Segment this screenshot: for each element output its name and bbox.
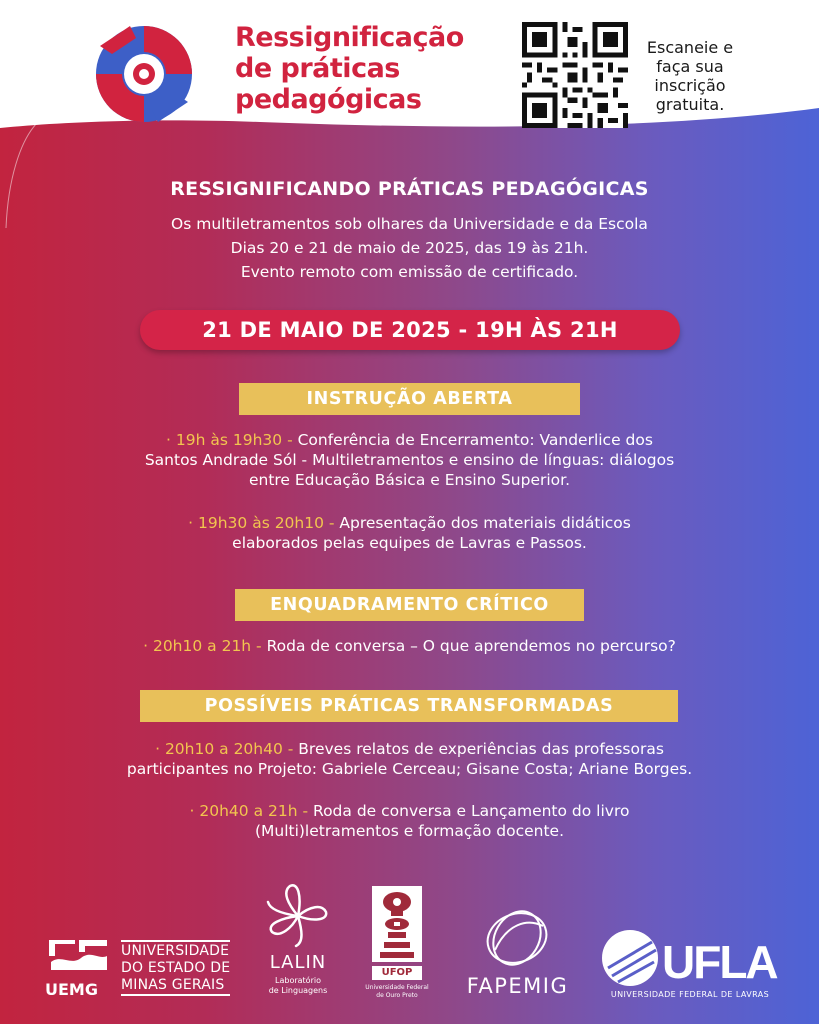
uemg-name-line: DO ESTADO DE [121, 960, 231, 976]
schedule-time: · 20h10 a 20h40 - [155, 740, 299, 758]
ufop-logo-icon [366, 884, 428, 964]
section-label-enquadramento-critico: ENQUADRAMENTO CRÍTICO [235, 589, 584, 621]
uemg-logo-icon [45, 936, 111, 978]
schedule-text: Roda de conversa – O que aprendemos no percurso? [266, 637, 676, 655]
ufop-subtitle-line: Universidade Federal [365, 984, 429, 991]
brand-title-line: Ressignificação [235, 22, 464, 53]
ufla-abbr: UFLA [662, 936, 777, 988]
brand-title-line: pedagógicas [235, 84, 422, 115]
schedule-text: Breves relatos de experiências das professoras [298, 740, 664, 758]
fapemig-logo-icon [455, 904, 580, 970]
lalin-name: LALIN [269, 952, 327, 973]
brand-title [235, 22, 495, 115]
uemg-name [121, 940, 230, 996]
uemg-name-line: UNIVERSIDADE [121, 943, 230, 959]
qr-caption-line: Escaneie e [646, 38, 734, 57]
ufla-logo-icon [600, 928, 780, 988]
fapemig-name: FAPEMIG [466, 974, 569, 998]
schedule-time: · 20h10 a 21h - [143, 637, 267, 655]
lalin-subtitle-line: de Linguagens [268, 986, 328, 995]
ufla-logo [600, 928, 780, 1002]
qr-caption-line: faça sua [656, 57, 724, 76]
event-subtitle-line: Dias 20 e 21 de maio de 2025, das 19 às 21h. [230, 239, 589, 257]
ufla-subtitle: UNIVERSIDADE FEDERAL DE LAVRAS [610, 990, 770, 999]
schedule-text: Conferência de Encerramento: Vanderlice dos [297, 431, 653, 449]
event-logo-icon [86, 16, 202, 132]
ufop-abbr: UFOP [372, 966, 422, 980]
event-subtitle [0, 212, 819, 284]
schedule-time: · 19h às 19h30 - [166, 431, 298, 449]
ufop-subtitle-line: de Ouro Preto [376, 992, 418, 999]
lalin-logo [258, 880, 338, 1000]
qr-caption [630, 38, 750, 114]
date-banner: 21 DE MAIO DE 2025 - 19H ÀS 21H [140, 310, 680, 350]
event-subtitle-line: Evento remoto com emissão de certificado. [240, 263, 579, 281]
schedule-item [0, 739, 819, 779]
ufop-logo [366, 884, 428, 1010]
lalin-logo-icon [258, 880, 338, 950]
uemg-logo [45, 936, 240, 1002]
qr-caption-line: inscrição [654, 76, 726, 95]
schedule-time: · 20h40 a 21h - [189, 802, 313, 820]
fapemig-logo [455, 904, 580, 1004]
schedule-text: elaborados pelas equipes de Lavras e Passos. [232, 534, 587, 552]
section-label-instrucao-aberta: INSTRUÇÃO ABERTA [239, 383, 580, 415]
event-title: RESSIGNIFICANDO PRÁTICAS PEDAGÓGICAS [170, 178, 649, 200]
schedule-item [0, 636, 819, 656]
brand-title-line: de práticas [235, 53, 400, 84]
schedule-text: participantes no Projeto: Gabriele Cerceau; Gisane Costa; Ariane Borges. [126, 760, 693, 778]
schedule-item [0, 513, 819, 553]
schedule-item [0, 430, 819, 490]
schedule-time: · 19h30 às 20h10 - [188, 514, 340, 532]
qr-caption-line: gratuita. [655, 95, 725, 114]
schedule-text: Roda de conversa e Lançamento do livro [313, 802, 630, 820]
schedule-text: Santos Andrade Sól - Multiletramentos e ensino de línguas: diálogos [144, 451, 675, 469]
qr-code-icon[interactable] [522, 22, 628, 128]
schedule-text: Apresentação dos materiais didáticos [339, 514, 631, 532]
schedule-text: (Multi)letramentos e formação docente. [254, 822, 565, 840]
lalin-subtitle-line: Laboratório [275, 976, 321, 985]
lalin-subtitle [258, 976, 338, 996]
section-label-possiveis-praticas: POSSÍVEIS PRÁTICAS TRANSFORMADAS [140, 690, 678, 722]
event-subtitle-line: Os multiletramentos sob olhares da Universidade e da Escola [171, 215, 648, 233]
uemg-name-line: MINAS GERAIS [121, 977, 225, 993]
ufop-subtitle [360, 984, 434, 1000]
schedule-item [0, 801, 819, 841]
uemg-abbr: UEMG [45, 980, 98, 999]
schedule-text: entre Educação Básica e Ensino Superior. [248, 471, 571, 489]
